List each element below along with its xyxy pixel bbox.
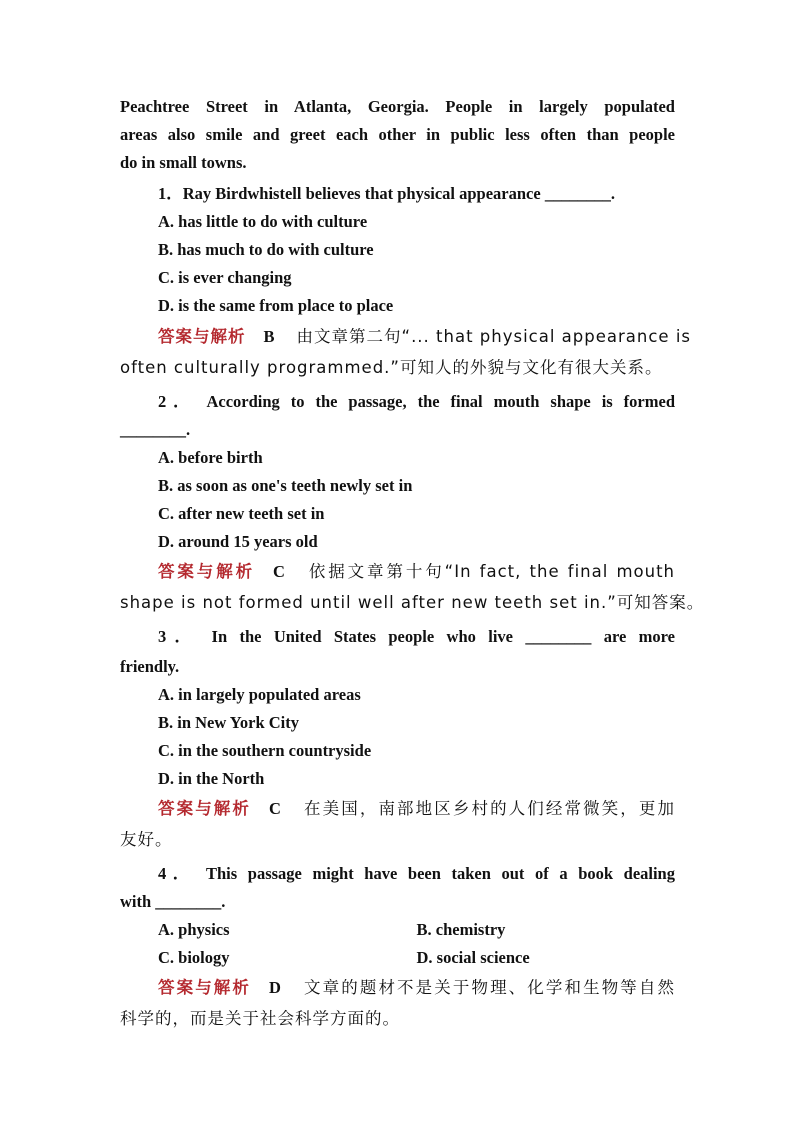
option-d: D. around 15 years old xyxy=(158,532,318,551)
passage-line: do in small towns. xyxy=(120,153,247,172)
passage-line: Peachtree Street in Atlanta, Georgia. People in largely populated xyxy=(120,97,675,116)
answer-explanation xyxy=(120,974,675,1002)
explanation-text: 在美国，南部地区乡村的人们经常微笑，更加 xyxy=(302,799,676,818)
question-stem: 3． In the United States people who live ________ are more xyxy=(158,627,675,646)
option-b: B. as soon as one's teeth newly set in xyxy=(158,476,413,495)
answer-letter: C xyxy=(269,799,281,818)
option-c: C. is ever changing xyxy=(158,268,292,287)
option-c: C. after new teeth set in xyxy=(158,504,325,523)
answer-letter: D xyxy=(269,978,281,997)
question-stem-cont: with ________. xyxy=(120,892,226,911)
explanation-text: 依据文章第十句“In fact, the final mouth xyxy=(306,562,676,581)
option-a: A. has little to do with culture xyxy=(158,212,368,231)
explanation-text: shape is not formed until well after new teeth set in.”可知答案。 xyxy=(120,593,705,612)
answer-label: 答案与解析 xyxy=(158,327,246,346)
question-stem: 1．Ray Birdwhistell believes that physical appearance ________. xyxy=(158,184,615,203)
question-2 xyxy=(120,388,705,617)
explanation-text: 科学的，而是关于社会科学方面的。 xyxy=(120,1009,400,1028)
options-row xyxy=(120,944,675,972)
options-row xyxy=(120,916,675,944)
answer-explanation xyxy=(120,323,692,351)
option-b: B. in New York City xyxy=(158,713,300,732)
option-a: A. in largely populated areas xyxy=(158,685,361,704)
question-stem-cont: ________. xyxy=(120,420,191,439)
explanation-text: 由文章第二句“... that physical appearance is xyxy=(296,327,692,346)
option-b: B. chemistry xyxy=(416,920,506,939)
option-c: C. in the southern countryside xyxy=(158,741,372,760)
question-stem: 2． According to the passage, the final mouth shape is formed xyxy=(158,392,675,411)
option-b: B. has much to do with culture xyxy=(158,240,374,259)
answer-letter: C xyxy=(273,562,285,581)
option-d: D. is the same from place to place xyxy=(158,296,394,315)
passage-line: areas also smile and greet each other in public less often than people xyxy=(120,125,675,144)
option-d: D. social science xyxy=(416,948,530,967)
answer-explanation xyxy=(120,795,675,823)
explanation-text: 友好。 xyxy=(120,830,173,849)
question-1 xyxy=(120,180,692,382)
question-4 xyxy=(120,860,675,1033)
answer-letter: B xyxy=(263,327,275,346)
question-3 xyxy=(120,623,675,854)
document-body xyxy=(120,93,705,1033)
question-stem-cont: friendly. xyxy=(120,657,180,676)
answer-label: 答案与解析 xyxy=(158,978,252,997)
question-stem: 4． This passage might have been taken out of a book dealing xyxy=(158,864,675,883)
answer-label: 答案与解析 xyxy=(158,562,256,581)
option-d: D. in the North xyxy=(158,769,265,788)
option-a: A. before birth xyxy=(158,448,263,467)
explanation-text: 文章的题材不是关于物理、化学和生物等自然 xyxy=(302,978,676,997)
option-c: C. biology xyxy=(158,948,230,967)
answer-label: 答案与解析 xyxy=(158,799,252,818)
explanation-text: often culturally programmed.”可知人的外貌与文化有很大关系。 xyxy=(120,358,663,377)
answer-explanation xyxy=(120,558,675,586)
option-a: A. physics xyxy=(158,920,230,939)
